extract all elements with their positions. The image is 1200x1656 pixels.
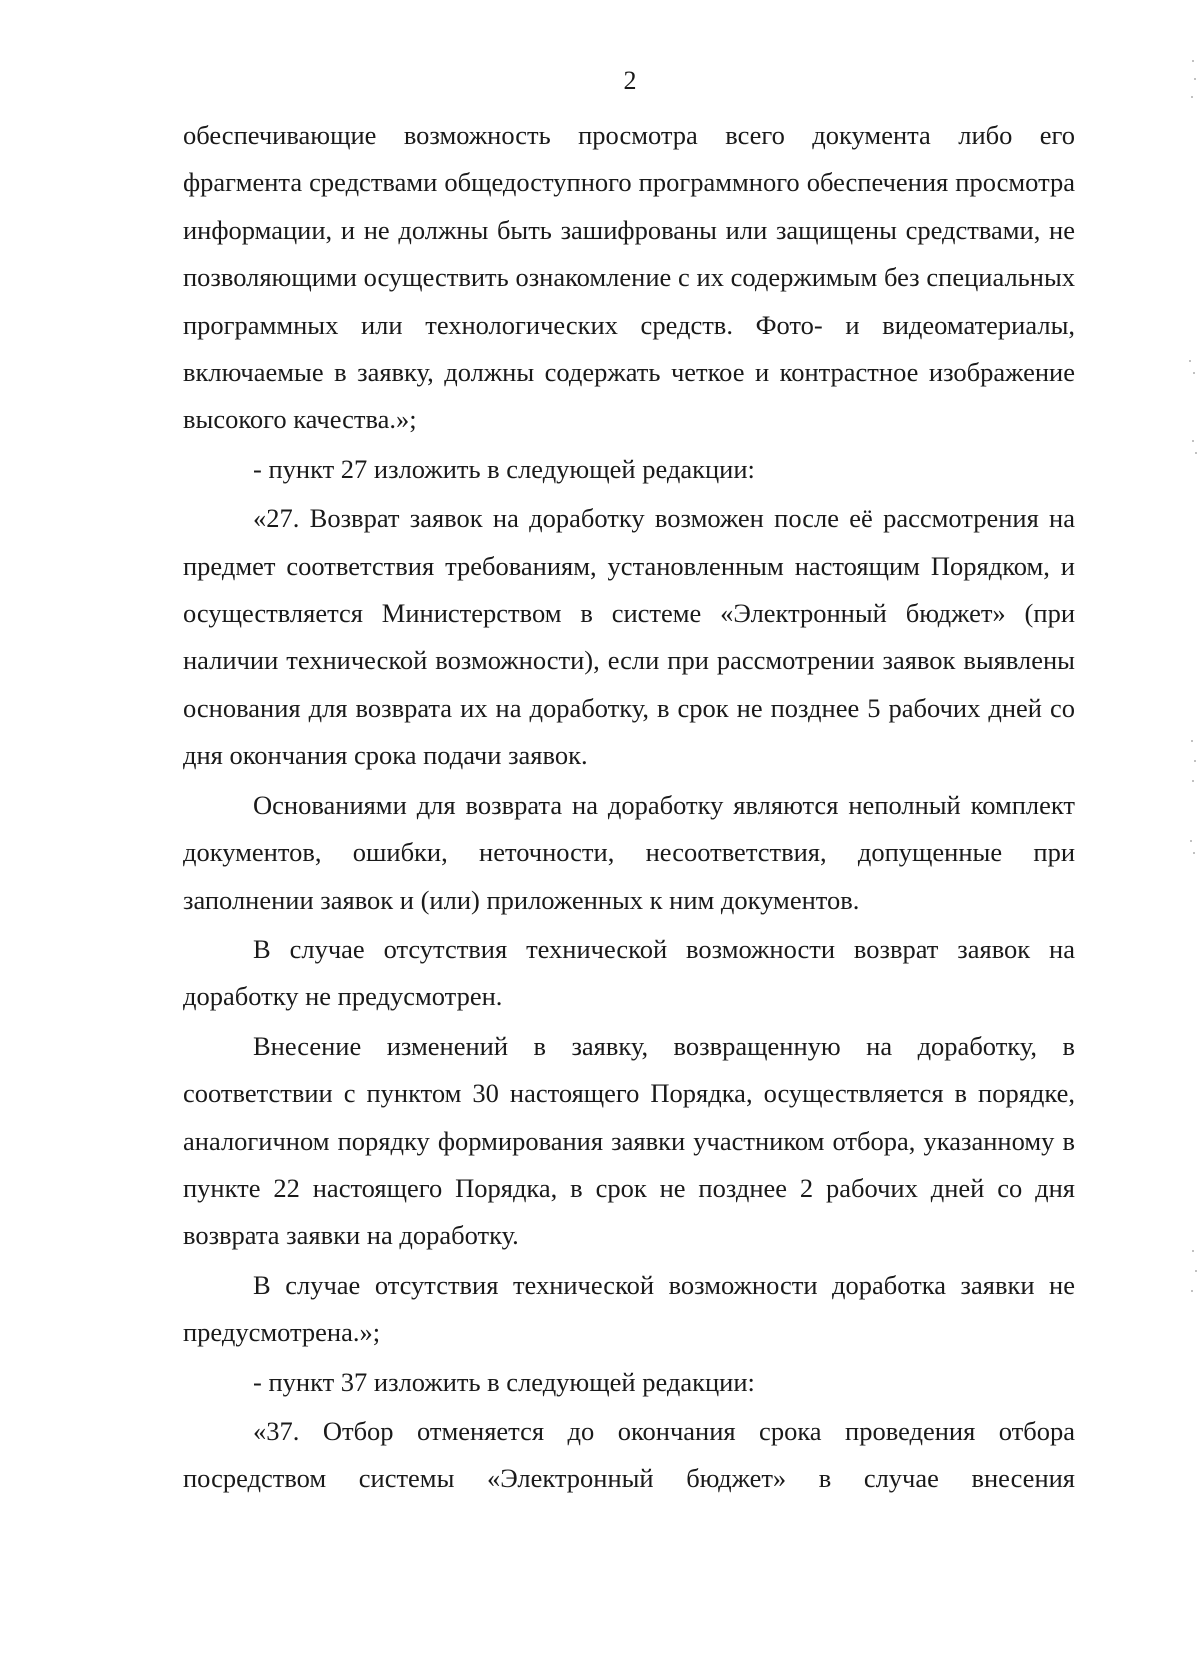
- paragraph-point-27: «27. Возврат заявок на доработку возможен после её рассмотрения на предмет соответствия требованиям, установленным настоящим Порядком, и осуществляется Министерством в системе «Электронный бюджет» (при наличии технической возможности), если при рассмотрении заявок выявлены основания для возврата их на доработку, в срок не позднее 5 рабочих дней со дня окончания срока подачи заявок.: [183, 503, 1075, 771]
- page-number: 2: [623, 66, 637, 95]
- scan-edge-artifact: [1186, 0, 1200, 1656]
- paragraph-continuation: обеспечивающие возможность просмотра всего документа либо его фрагмента средствами общедоступного программного обеспечения просмотра информации, и не должны быть зашифрованы или защищены средствами, не позволяющими осуществить ознакомление с их содержимым без специальных программных или технологических средств. Фото- и видеоматериалы, включаемые в заявку, должны содержать четкое и контрастное изображение высокого качества.»;: [183, 120, 1075, 435]
- paragraph-amendment-point-37: - пункт 37 изложить в следующей редакции:: [253, 1366, 755, 1397]
- document-body: [183, 112, 1075, 1503]
- paragraph-changes-procedure: Внесение изменений в заявку, возвращенную на доработку, в соответствии с пунктом 30 настоящего Порядка, осуществляется в порядке, аналогичном порядку формирования заявки участником отбора, указанному в пункте 22 настоящего Порядка, в срок не позднее 2 рабочих дней со дня возврата заявки на доработку.: [183, 1030, 1075, 1251]
- paragraph-point-37: «37. Отбор отменяется до окончания срока проведения отбора посредством системы «Электронный бюджет» в случае внесения: [183, 1415, 1075, 1494]
- paragraph-no-technical-return: В случае отсутствия технической возможности возврат заявок на доработку не предусмотрен.: [183, 933, 1075, 1012]
- paragraph-return-grounds: Основаниями для возврата на доработку являются неполный комплект документов, ошибки, неточности, несоответствия, допущенные при заполнении заявок и (или) приложенных к ним документов.: [183, 789, 1075, 915]
- paragraph-no-technical-rework: В случае отсутствия технической возможности доработка заявки не предусмотрена.»;: [183, 1269, 1075, 1348]
- paragraph-amendment-point-27: - пункт 27 изложить в следующей редакции:: [253, 453, 755, 484]
